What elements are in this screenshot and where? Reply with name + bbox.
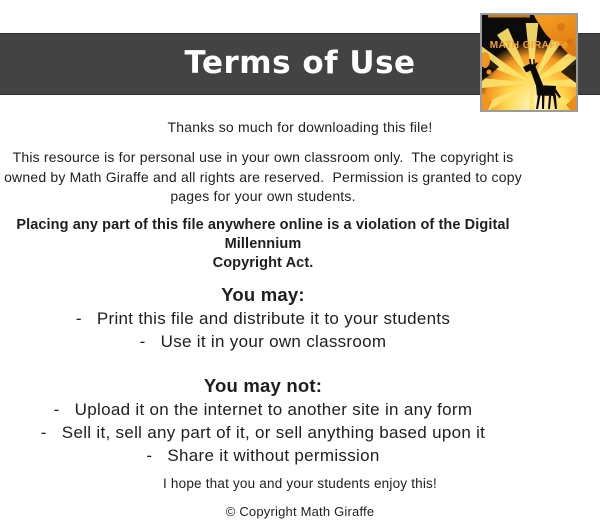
dmca-notice <box>0 216 600 273</box>
usage-paragraph-line: owned by Math Giraffe and all rights are reserved. Permission is granted to copy <box>4 168 522 185</box>
list-item: - Share it without permission <box>146 445 380 465</box>
permissions-list <box>0 307 600 353</box>
permissions-heading: You may: <box>221 283 305 305</box>
copyright-text: © Copyright Math Giraffe <box>225 503 375 519</box>
usage-paragraph <box>0 148 600 207</box>
usage-paragraph-line: pages for your own students. <box>170 188 356 204</box>
footer-message: I hope that you and your students enjoy this! <box>163 475 437 491</box>
dmca-notice-line: Placing any part of this file anywhere online is a violation of the Digital Millennium <box>16 216 514 252</box>
list-item: - Use it in your own classroom <box>139 331 387 351</box>
logo-brand-text: MATH GIRAFFe <box>489 40 569 51</box>
usage-paragraph-line: This resource is for personal use in your own classroom only. The copyright is <box>12 149 514 165</box>
list-item: - Print this file and distribute it to your students <box>75 308 451 328</box>
page-title: Terms of Use <box>184 45 416 81</box>
restrictions-list <box>0 398 600 467</box>
restrictions-heading: You may not: <box>203 374 323 396</box>
list-item: - Sell it, sell any part of it, or sell anything based upon it <box>40 422 486 442</box>
list-item: - Upload it on the internet to another site in any form <box>53 399 473 419</box>
intro-thanks-text: Thanks so much for downloading this file! <box>167 119 433 135</box>
dmca-notice-line: Copyright Act. <box>212 254 314 271</box>
